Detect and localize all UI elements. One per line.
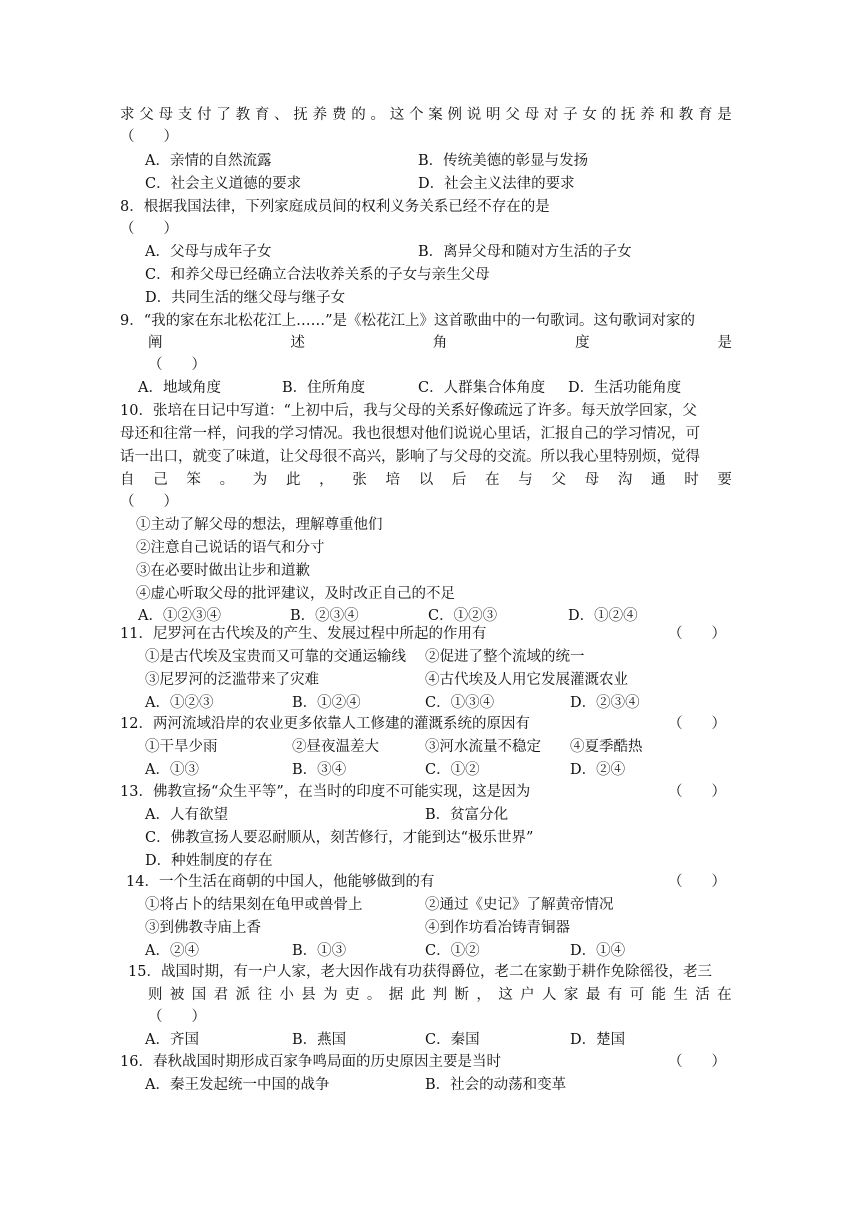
justified-char: 阐 [148,335,163,351]
q10-item-1: ①主动了解父母的想法，理解尊重他们 [136,517,383,533]
justified-char: 此 [410,987,426,1003]
q14-option-b: B．①③ [292,943,347,959]
justified-char: 活 [695,987,710,1003]
justified-char: 在 [717,987,732,1003]
q9-option-a: A．地域角度 [138,380,221,396]
q13-option-d: D．种姓制度的存在 [145,853,273,869]
q12-stem: 12．两河流域沿岸的农业更多依靠人工修建的灌溉系统的原因有 [120,716,530,732]
q15-option-a: A．齐国 [145,1032,199,1048]
justified-char: 育 [254,107,270,123]
q11-item-3: ③尼罗河的泛滥带来了灾难 [145,672,319,688]
q15-stem: 15．战国时期，有一户人家，老大因作战有功获得爵位，老二在家勤于耕作免除徭役，老三 [128,964,712,980]
justified-char: 为 [252,472,268,488]
q11-item-4: ④古代埃及人用它发展灌溉农业 [425,672,628,688]
justified-char: 。 [219,472,235,488]
justified-char: 父 [551,472,566,488]
justified-char: 可 [629,987,645,1003]
justified-char: 付 [197,107,212,123]
justified-char: 县 [301,987,316,1003]
q7-option-c: C．社会主义道德的要求 [145,176,302,192]
justified-char: 通 [651,472,666,488]
q10-stem-line-2: 母还和往常一样，问我的学习情况。我也很想对他们说说心里话，汇报自己的学习情况，可 [120,426,700,442]
justified-char: 要 [717,472,732,488]
justified-char: 了 [216,107,231,123]
justified-char: 被 [169,987,185,1003]
q12-option-c: C．①② [425,762,480,778]
justified-char: 派 [235,987,251,1003]
q12-option-b: B．③④ [292,762,347,778]
q8-option-c: C．和养父母已经确立合法收养关系的子女与亲生父母 [145,267,490,283]
q10-option-c: C．①②③ [428,608,498,624]
justified-char: 。 [366,987,382,1003]
q11-stem: 11．尼罗河在古代埃及的产生、发展过程中所起的作用有 [120,626,487,642]
q7-option-b: B．传统美德的彰显与发扬 [418,153,589,169]
q13-option-a: A．人有欲望 [145,807,228,823]
justified-char: 自 [120,472,135,488]
q12-item-4: ④夏季酷热 [570,739,643,755]
q11-option-a: A．①②③ [145,695,214,711]
justified-char: 、 [274,107,289,123]
justified-char: 家 [563,987,579,1003]
justified-char: 张 [352,472,367,488]
q10-stem-line-1: 10．张培在日记中写道：“上初中后，我与父母的关系好像疏远了许多。每天放学回家，父 [120,403,697,419]
justified-char: 往 [257,987,272,1003]
justified-char: 人 [542,987,557,1003]
justified-char: 则 [148,987,163,1003]
q10-item-4: ④虚心听取父母的批评建议，及时改正自己的不足 [136,586,455,602]
justified-char: 育 [697,107,713,123]
justified-char: 养 [640,107,655,123]
justified-char: 有 [607,987,623,1003]
q14-option-c: C．①② [425,943,480,959]
q8-option-a: A．父母与成年子女 [145,244,272,260]
justified-char: 支 [177,107,193,123]
q14-item-1: ①将占卜的结果刻在龟甲或兽骨上 [145,897,363,913]
q13-option-b: B．贫富分化 [425,807,509,823]
justified-char: 求 [120,107,135,123]
justified-char: 例 [447,107,463,123]
q7-stem-tail [120,104,732,126]
q10-item-3: ③在必要时做出让步和道歉 [136,563,310,579]
q15-option-c: C．秦国 [425,1032,480,1048]
justified-char: 户 [520,987,535,1003]
justified-char: 教 [235,107,251,123]
q11-option-d: D．②③④ [570,695,640,711]
q14-option-d: D．①④ [570,943,626,959]
justified-char: 述 [290,335,305,351]
justified-char: 己 [153,472,168,488]
q11-item-2: ②促进了整个流域的统一 [425,649,585,665]
q8-option-d: D．共同生活的继父母与继子女 [145,290,346,306]
justified-char: 君 [213,987,229,1003]
q14-item-3: ③到佛教寺庙上香 [145,920,261,936]
justified-char: 这 [389,107,405,123]
q13-answer-paren: （ ） [668,784,726,800]
q9-stem: 9．“我的家在东北松花江上……”是《松花江上》这首歌曲中的一句歌词。这句歌词对家的 [120,313,696,329]
q16-stem: 16．春秋战国时期形成百家争鸣局面的历史原因主要是当时 [120,1054,501,1070]
q12-item-2: ②昼夜温差大 [292,739,379,755]
justified-char: 个 [408,107,424,123]
q15-option-d: D．楚国 [570,1032,626,1048]
q12-item-3: ③河水流量不稳定 [425,739,541,755]
q14-answer-paren: （ ） [668,874,726,890]
q12-option-a: A．①③ [145,762,199,778]
q11-item-1: ①是古代埃及宝贵而又可靠的交通运输线 [145,649,406,665]
q8-stem: 8．根据我国法律，下列家庭成员间的权利义务关系已经不存在的是 [120,199,550,215]
justified-char: 对 [543,107,559,123]
justified-char: 时 [684,472,699,488]
justified-char: 沟 [617,472,633,488]
justified-char: 和 [659,107,674,123]
justified-char: 小 [279,987,294,1003]
q9-answer-paren: （ ） [148,357,206,373]
justified-char: 为 [323,987,338,1003]
justified-char: 母 [584,472,600,488]
justified-char: 生 [673,987,688,1003]
q15-answer-paren: （ ） [148,1009,206,1025]
q8-answer-paren: （ ） [120,221,178,237]
justified-char: 度 [575,335,590,351]
q16-option-b: B．社会的动荡和变革 [425,1077,567,1093]
justified-char: 笨 [186,472,201,488]
q9-option-b: B．住所角度 [282,380,366,396]
q7-option-d: D．社会主义法律的要求 [418,176,575,192]
q11-option-c: C．①③④ [425,695,495,711]
justified-char: 在 [485,472,500,488]
justified-char: ， [476,987,491,1003]
q13-option-c: C．佛教宣扬人要忍耐顺从，刻苦修行，才能到达“极乐世界” [145,830,534,846]
q8-option-b: B．离异父母和随对方生活的子女 [418,244,632,260]
justified-char: 母 [158,107,174,123]
q7-option-a: A．亲情的自然流露 [145,153,272,169]
justified-char: 子 [563,107,578,123]
q10-option-d: D．①②④ [568,608,638,624]
justified-char: 女 [582,107,597,123]
justified-char: 据 [388,987,404,1003]
justified-char: 父 [505,107,520,123]
q12-answer-paren: （ ） [668,716,726,732]
q15-stem-continuation [148,984,732,1006]
q10-stem-line-4 [120,469,732,491]
justified-char: 案 [428,107,443,123]
q14-stem: 14．一个生活在商朝的中国人，他能够做到的有 [126,874,435,890]
justified-char: 此 [285,472,301,488]
q10-item-2: ②注意自己说话的语气和分寸 [136,540,325,556]
justified-char: 说 [466,107,482,123]
q15-option-b: B．燕国 [292,1032,347,1048]
justified-char: 国 [191,987,207,1003]
justified-char: 的 [351,107,366,123]
q9-option-d: D．生活功能角度 [568,380,682,396]
q16-answer-paren: （ ） [668,1054,726,1070]
justified-char: 抚 [293,107,308,123]
justified-char: 这 [498,987,513,1003]
q11-option-b: B．①②④ [292,695,361,711]
justified-char: 。 [370,107,385,123]
q11-answer-paren: （ ） [668,626,726,642]
justified-char: 是 [717,107,732,123]
justified-char: 明 [486,107,501,123]
q12-option-d: D．②④ [570,762,626,778]
justified-char: 吏 [345,987,360,1003]
justified-char: 判 [432,987,448,1003]
justified-char: 是 [717,335,732,351]
q14-item-2: ②通过《史记》了解黄帝情况 [425,897,614,913]
justified-char: 费 [331,107,347,123]
q9-option-c: C．人群集合体角度 [418,380,546,396]
justified-char: 断 [454,987,469,1003]
q14-option-a: A．②④ [145,943,199,959]
q16-option-a: A．秦王发起统一中国的战争 [145,1077,330,1093]
justified-char: 与 [518,472,533,488]
justified-char: ， [319,472,334,488]
q9-stem-continuation [148,332,732,354]
q14-item-4: ④到作坊看冶铸青铜器 [425,920,570,936]
q10-option-b: B．②③④ [290,608,359,624]
q12-item-1: ①干旱少雨 [145,739,218,755]
justified-char: 以 [418,472,434,488]
q13-stem: 13．佛教宣扬“众生平等”，在当时的印度不可能实现，这是因为 [120,784,531,800]
justified-char: 能 [651,987,666,1003]
q10-stem-line-3: 话一出口，就变了味道，让父母很不高兴，影响了与父母的交流。所以我心里特别烦，觉得 [120,449,700,465]
justified-char: 最 [585,987,601,1003]
justified-char: 养 [312,107,328,123]
q7-answer-paren: （ ） [120,129,178,145]
justified-char: 父 [139,107,154,123]
justified-char: 抚 [620,107,636,123]
justified-char: 的 [601,107,617,123]
justified-char: 角 [432,335,448,351]
justified-char: 后 [451,472,467,488]
justified-char: 培 [385,472,400,488]
justified-char: 教 [678,107,694,123]
justified-char: 母 [524,107,540,123]
q10-option-a: A．①②③④ [138,608,221,624]
q10-answer-paren: （ ） [120,494,178,510]
